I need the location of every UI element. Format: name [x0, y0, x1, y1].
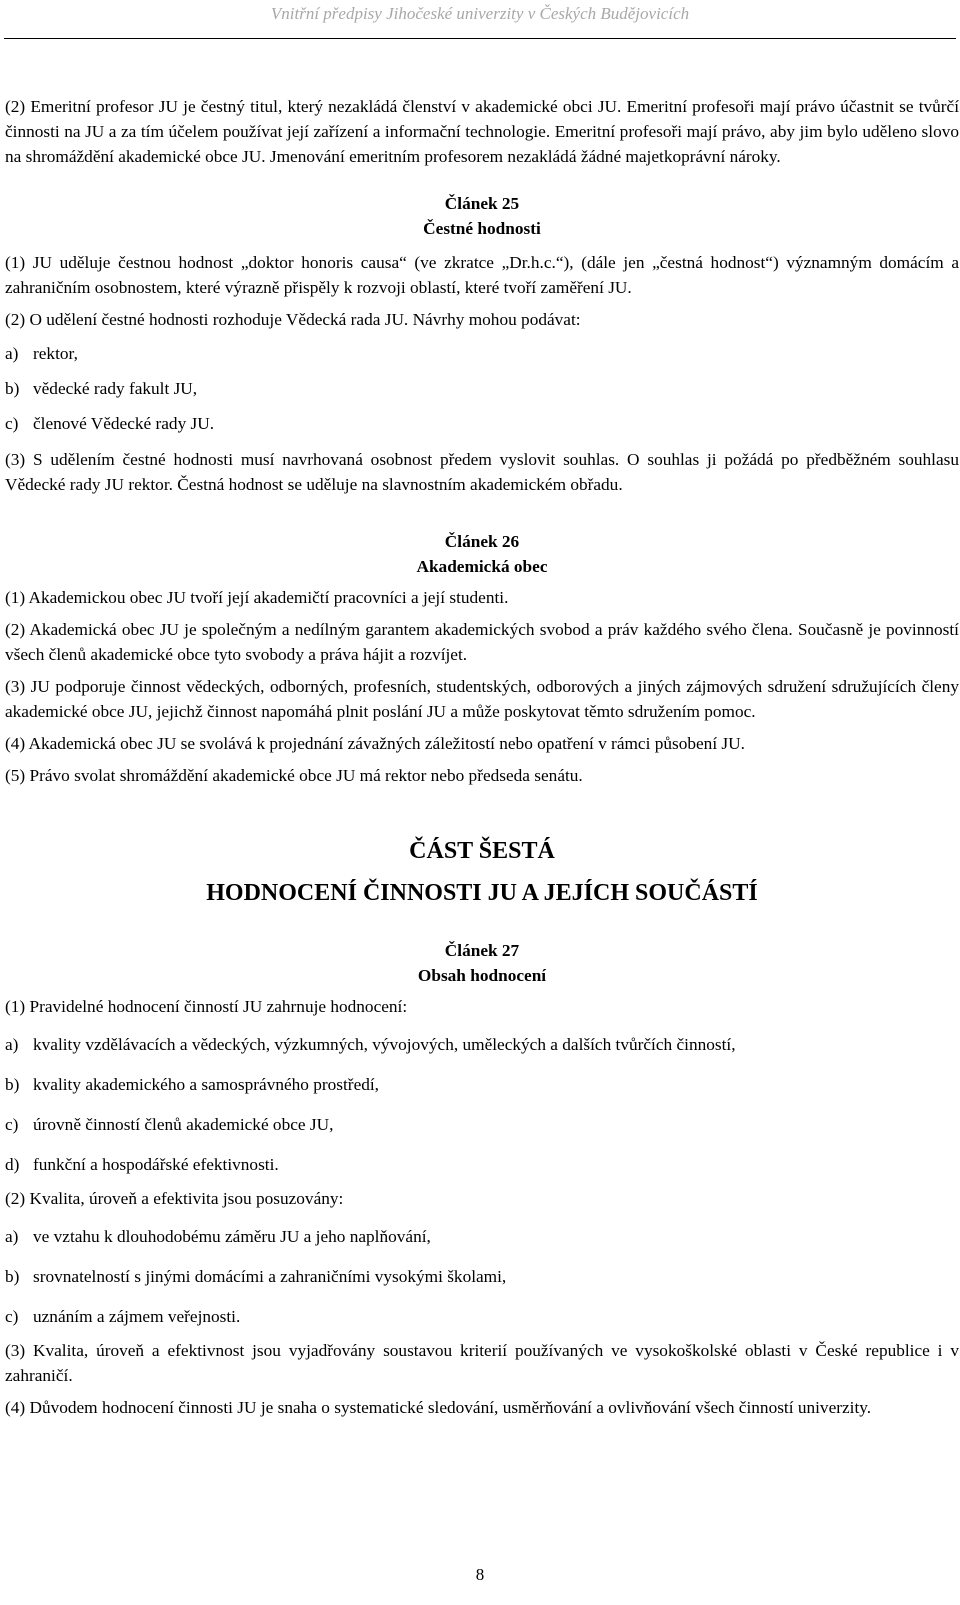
list-item: c) členové Vědecké rady JU.: [5, 414, 215, 433]
article27-title: Obsah hodnocení: [417, 966, 547, 985]
article25-paragraph-3: (3) S udělením čestné hodnosti musí navrhovaná osobnost předem vyslovit souhlas. O souhlas ji požádá po předběžném souhlasu Vědecké rady JU rektor. Čestná hodnost se uděluje na slavnostním akademickém obřadu.: [5, 450, 959, 494]
article26-paragraph-5: (5) Právo svolat shromáždění akademické obce JU má rektor nebo předseda senátu.: [5, 766, 583, 785]
article26-paragraph-3: (3) JU podporuje činnost vědeckých, odborných, profesních, studentských, odborových a jiných zájmových sdružení sdružujících členy akademické obce JU, jejichž činnost napomáhá plnit poslání JU a může poskytovat těmto sdružením pomoc.: [5, 677, 959, 721]
article24-paragraph-2: (2) Emeritní profesor JU je čestný titul, který nezakládá členství v akademické obci JU. Emeritní profesoři mají právo účastnit se tvůrčí činnosti na JU a za tím účelem používat její zařízení a informační technologie. Emeritní profesoři mají právo, aby jim bylo uděleno slovo na shromáždění akademické obce JU. Jmenování emeritním profesorem nezakládá žádné majetkoprávní nároky.: [5, 97, 959, 166]
list-item: d) funkční a hospodářské efektivnosti.: [5, 1155, 279, 1174]
page-number: 8: [475, 1565, 485, 1584]
article25-list: [5, 341, 959, 436]
article27-list-2: [5, 1224, 959, 1329]
article27-list-1: [5, 1032, 959, 1177]
list-item: a) kvality vzdělávacích a vědeckých, výzkumných, vývojových, uměleckých a dalších tvůrčích činností,: [5, 1035, 736, 1054]
article27-number: Článek 27: [444, 941, 520, 960]
article27-paragraph-2: (2) Kvalita, úroveň a efektivita jsou posuzovány:: [5, 1189, 344, 1208]
document-header: Vnitřní předpisy Jihočeské univerzity v Českých Budějovicích: [270, 4, 690, 23]
article25-paragraph-1: (1) JU uděluje čestnou hodnost „doktor honoris causa“ (ve zkratce „Dr.h.c.“), (dále jen „čestná hodnost“) významným domácím a zahraničním osobnostem, které výrazně přispěly k rozvoji oblastí, které tvoří zaměření JU.: [5, 253, 959, 297]
article27-paragraph-4: (4) Důvodem hodnocení činnosti JU je snaha o systematické sledování, usměrňování a ovlivňování všech činností univerzity.: [5, 1398, 872, 1417]
list-item: c) uznáním a zájmem veřejnosti.: [5, 1307, 241, 1326]
list-item: a) rektor,: [5, 344, 78, 363]
list-item: b) kvality akademického a samosprávného prostředí,: [5, 1075, 379, 1094]
article26-number: Článek 26: [444, 532, 520, 551]
article25-title: Čestné hodnosti: [423, 219, 541, 238]
part-label: ČÁST ŠESTÁ: [409, 838, 555, 864]
list-item: b) srovnatelností s jinými domácími a zahraničními vysokými školami,: [5, 1267, 507, 1286]
article25-number: Článek 25: [444, 194, 520, 213]
header-divider: [4, 38, 956, 39]
list-item: c) úrovně činností členů akademické obce JU,: [5, 1115, 334, 1134]
part-title: HODNOCENÍ ČINNOSTI JU A JEJÍCH SOUČÁSTÍ: [206, 880, 758, 906]
article26-paragraph-4: (4) Akademická obec JU se svolává k projednání závažných záležitostí nebo opatření v rámci působení JU.: [5, 734, 745, 753]
article25-paragraph-2: (2) O udělení čestné hodnosti rozhoduje Vědecká rada JU. Návrhy mohou podávat:: [5, 310, 581, 329]
article26-paragraph-1: (1) Akademickou obec JU tvoří její akademičtí pracovníci a její studenti.: [5, 588, 509, 607]
article26-title: Akademická obec: [416, 557, 548, 576]
document-body: [5, 94, 959, 1420]
article26-paragraph-2: (2) Akademická obec JU je společným a nedílným garantem akademických svobod a práv každého svého člena. Současně je povinností všech členů akademické obce tyto svobody a práva hájit a rozvíjet.: [5, 620, 959, 664]
article27-paragraph-1: (1) Pravidelné hodnocení činností JU zahrnuje hodnocení:: [5, 997, 408, 1016]
list-item: b) vědecké rady fakult JU,: [5, 379, 198, 398]
list-item: a) ve vztahu k dlouhodobému záměru JU a jeho naplňování,: [5, 1227, 431, 1246]
article27-paragraph-3: (3) Kvalita, úroveň a efektivnost jsou vyjadřovány soustavou kriterií používaných ve vysokoškolské oblasti v České republice i v zahraničí.: [5, 1341, 959, 1385]
